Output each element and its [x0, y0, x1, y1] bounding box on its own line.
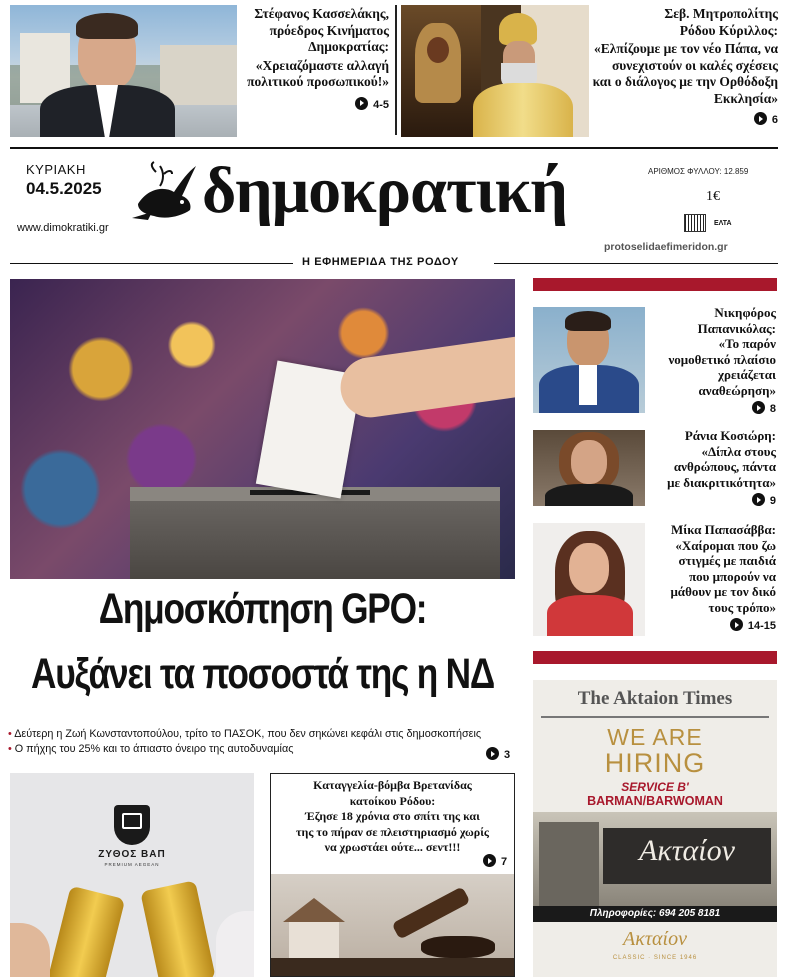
side-story-1[interactable]	[648, 305, 776, 417]
papanikolas-photo[interactable]	[533, 307, 645, 413]
side-story-3-page: 14-15	[747, 620, 776, 632]
side-story-3[interactable]	[648, 522, 776, 634]
top-story-2-headline: Σεβ. Μητροπολίτης Ρόδου Κύριλλος:	[664, 6, 778, 38]
beer-brand: ΖΥΘΟΣ ΒΑΠ	[98, 849, 166, 860]
side-story-1-line: «Το παρόν	[718, 336, 776, 351]
source-label[interactable]: protoselidaefimeridon.gr	[604, 241, 728, 253]
kosiori-photo[interactable]	[533, 430, 645, 506]
masthead-title: δημοκρατική	[202, 154, 567, 227]
main-bullet-2: • Ο πήχης του 25% και το άπιαστο όνειρο της αυτοδυναμίας	[8, 743, 294, 755]
side-story-2[interactable]	[648, 428, 776, 509]
side-story-3-line: στιγμές με παιδιά	[678, 553, 776, 568]
aktaion-hiring-ad[interactable]	[533, 680, 777, 977]
arrow-icon	[730, 618, 743, 631]
side-story-1-line: Παπανικόλας:	[697, 320, 776, 336]
subtitle-rule-right	[494, 263, 778, 264]
subtitle-rule-left	[10, 263, 293, 264]
top-story-1[interactable]	[238, 6, 389, 113]
aktaion-logo-sub: CLASSIC · SINCE 1946	[612, 955, 698, 961]
dove-logo-icon	[130, 158, 200, 230]
metropolitan-photo[interactable]	[401, 5, 589, 137]
top-story-2[interactable]	[592, 6, 778, 128]
main-bullet-1-text: Δεύτερη η Ζωή Κωνσταντοπούλου, τρίτο το ΠΑΣΟΚ, που δεν σηκώνει κεφάλι στις δημοσκοπήσεις	[14, 728, 482, 740]
gavel-house-photo	[271, 874, 515, 977]
position-text: BARMAN/BARWOMAN	[587, 794, 723, 808]
beer-can-2	[140, 880, 216, 977]
price: 1€	[706, 189, 720, 204]
bottom-story-line: να χρωστάει ούτε... σεντ!!!	[324, 840, 461, 854]
bottom-story-line: κατοίκου Ρόδου:	[349, 793, 436, 808]
top-story-2-pages: 6	[771, 114, 778, 126]
main-bullet-2-text: Ο πήχης του 25% και το άπιαστο όνειρο της αυτοδυναμίας	[14, 743, 294, 755]
aktaion-times-title: The Aktaion Times	[577, 688, 733, 709]
issue-number: ΑΡΙΘΜΟΣ ΦΥΛΛΟΥ: 12.859	[648, 167, 749, 176]
arrow-icon	[752, 401, 765, 414]
top-story-1-pages: 4-5	[373, 98, 389, 111]
beer-tagline: PREMIUM AEGEAN	[104, 862, 160, 867]
side-story-3-line: τους τρόπο»	[708, 599, 776, 615]
side-story-3-line: «Χαίρομαι που ζω	[675, 537, 776, 553]
side-story-2-line: με διακριτικότητα»	[667, 474, 776, 490]
main-headline-line2[interactable]: Αυξάνει τα ποσοστά της η ΝΔ	[30, 650, 494, 698]
kasselakis-photo[interactable]	[10, 5, 237, 137]
service-text: SERVICE B'	[621, 780, 689, 794]
aktaion-sign: Ακταίον	[639, 834, 735, 867]
arrow-icon	[752, 493, 765, 506]
aktaion-storefront-photo	[533, 812, 777, 906]
side-story-3-line: μάθουν με τον δικό	[670, 584, 776, 599]
side-story-1-page: 8	[769, 403, 776, 415]
beer-ad[interactable]	[10, 773, 254, 977]
issue-date: 04.5.2025	[26, 179, 102, 198]
aktaion-title-rule	[541, 716, 769, 718]
top-story-2-quote: «Ελπίζουμε με τον νέο Πάπα, να συνεχιστούν οι καλές σχέσεις και ο διάλογος με την Ορθόδοξη Εκκλησία»	[592, 41, 778, 106]
bottom-story-line: της το πήραν σε πλειστηριασμό χωρίς	[296, 824, 489, 839]
side-story-1-line: χρειάζεται	[717, 367, 776, 382]
aktaion-logo: Ακταίον	[623, 928, 687, 950]
masthead-subtitle: Η ΕΦΗΜΕΡΙΔΑ ΤΗΣ ΡΟΔΟΥ	[302, 256, 459, 268]
side-story-2-line: «Δίπλα στους	[701, 443, 776, 459]
sidebar-red-bar-bottom	[533, 651, 777, 664]
side-story-2-line: ανθρώπους, πάντα	[673, 459, 776, 474]
side-story-2-line: Ράνια Κοσιώρη:	[684, 428, 776, 443]
issue-day: ΚΥΡΙΑΚΗ	[26, 162, 86, 177]
side-story-3-line: που μπορούν να	[689, 568, 776, 584]
ballot-box-photo[interactable]	[10, 279, 515, 579]
vap-shield-icon	[114, 805, 150, 845]
arrow-icon	[486, 747, 499, 760]
side-story-1-line: νομοθετικό πλαίσιο	[668, 351, 776, 367]
we-are-text: WE ARE	[607, 724, 703, 750]
hiring-text: HIRING	[604, 748, 706, 778]
bottom-story-line: Έζησε 18 χρόνια στο σπίτι της και	[305, 809, 480, 823]
main-headline-line1[interactable]: Δημοσκόπηση GPO:	[98, 585, 427, 633]
aktaion-info: Πληροφορίες: 694 205 8181	[533, 906, 777, 922]
bottom-story-page: 7	[483, 852, 507, 870]
bottom-story-line: Καταγγελία-βόμβα Βρετανίδας	[313, 778, 472, 792]
side-story-3-line: Μίκα Παπασάββα:	[670, 522, 776, 537]
arrow-icon	[754, 112, 767, 125]
arrow-icon	[483, 854, 496, 867]
side-story-1-line: αναθεώρηση»	[698, 382, 776, 398]
elta-logo: ΕΛΤΑ	[714, 220, 732, 227]
main-story-page[interactable]: 3	[486, 745, 510, 763]
beer-can-1	[47, 886, 126, 977]
column-divider	[395, 5, 397, 135]
side-story-1-line: Νικηφόρος	[714, 305, 776, 320]
bottom-story-box[interactable]	[270, 773, 515, 977]
top-story-1-headline: Στέφανος Κασσελάκης, πρόεδρος Κινήματος Δημοκρατίας:	[254, 6, 389, 54]
barcode-icon	[684, 214, 706, 232]
website-link[interactable]: www.dimokratiki.gr	[17, 222, 109, 234]
papasavva-photo[interactable]	[533, 523, 645, 636]
top-story-1-quote: «Χρειαζόμαστε αλλαγή πολιτικού προσωπικού!»	[247, 57, 389, 89]
sidebar-red-bar-top	[533, 278, 777, 291]
side-story-2-page: 9	[769, 495, 776, 507]
main-bullet-1: • Δεύτερη η Ζωή Κωνσταντοπούλου, τρίτο το ΠΑΣΟΚ, που δεν σηκώνει κεφάλι στις δημοσκοπήσεις	[8, 728, 482, 740]
arrow-icon	[355, 97, 368, 110]
